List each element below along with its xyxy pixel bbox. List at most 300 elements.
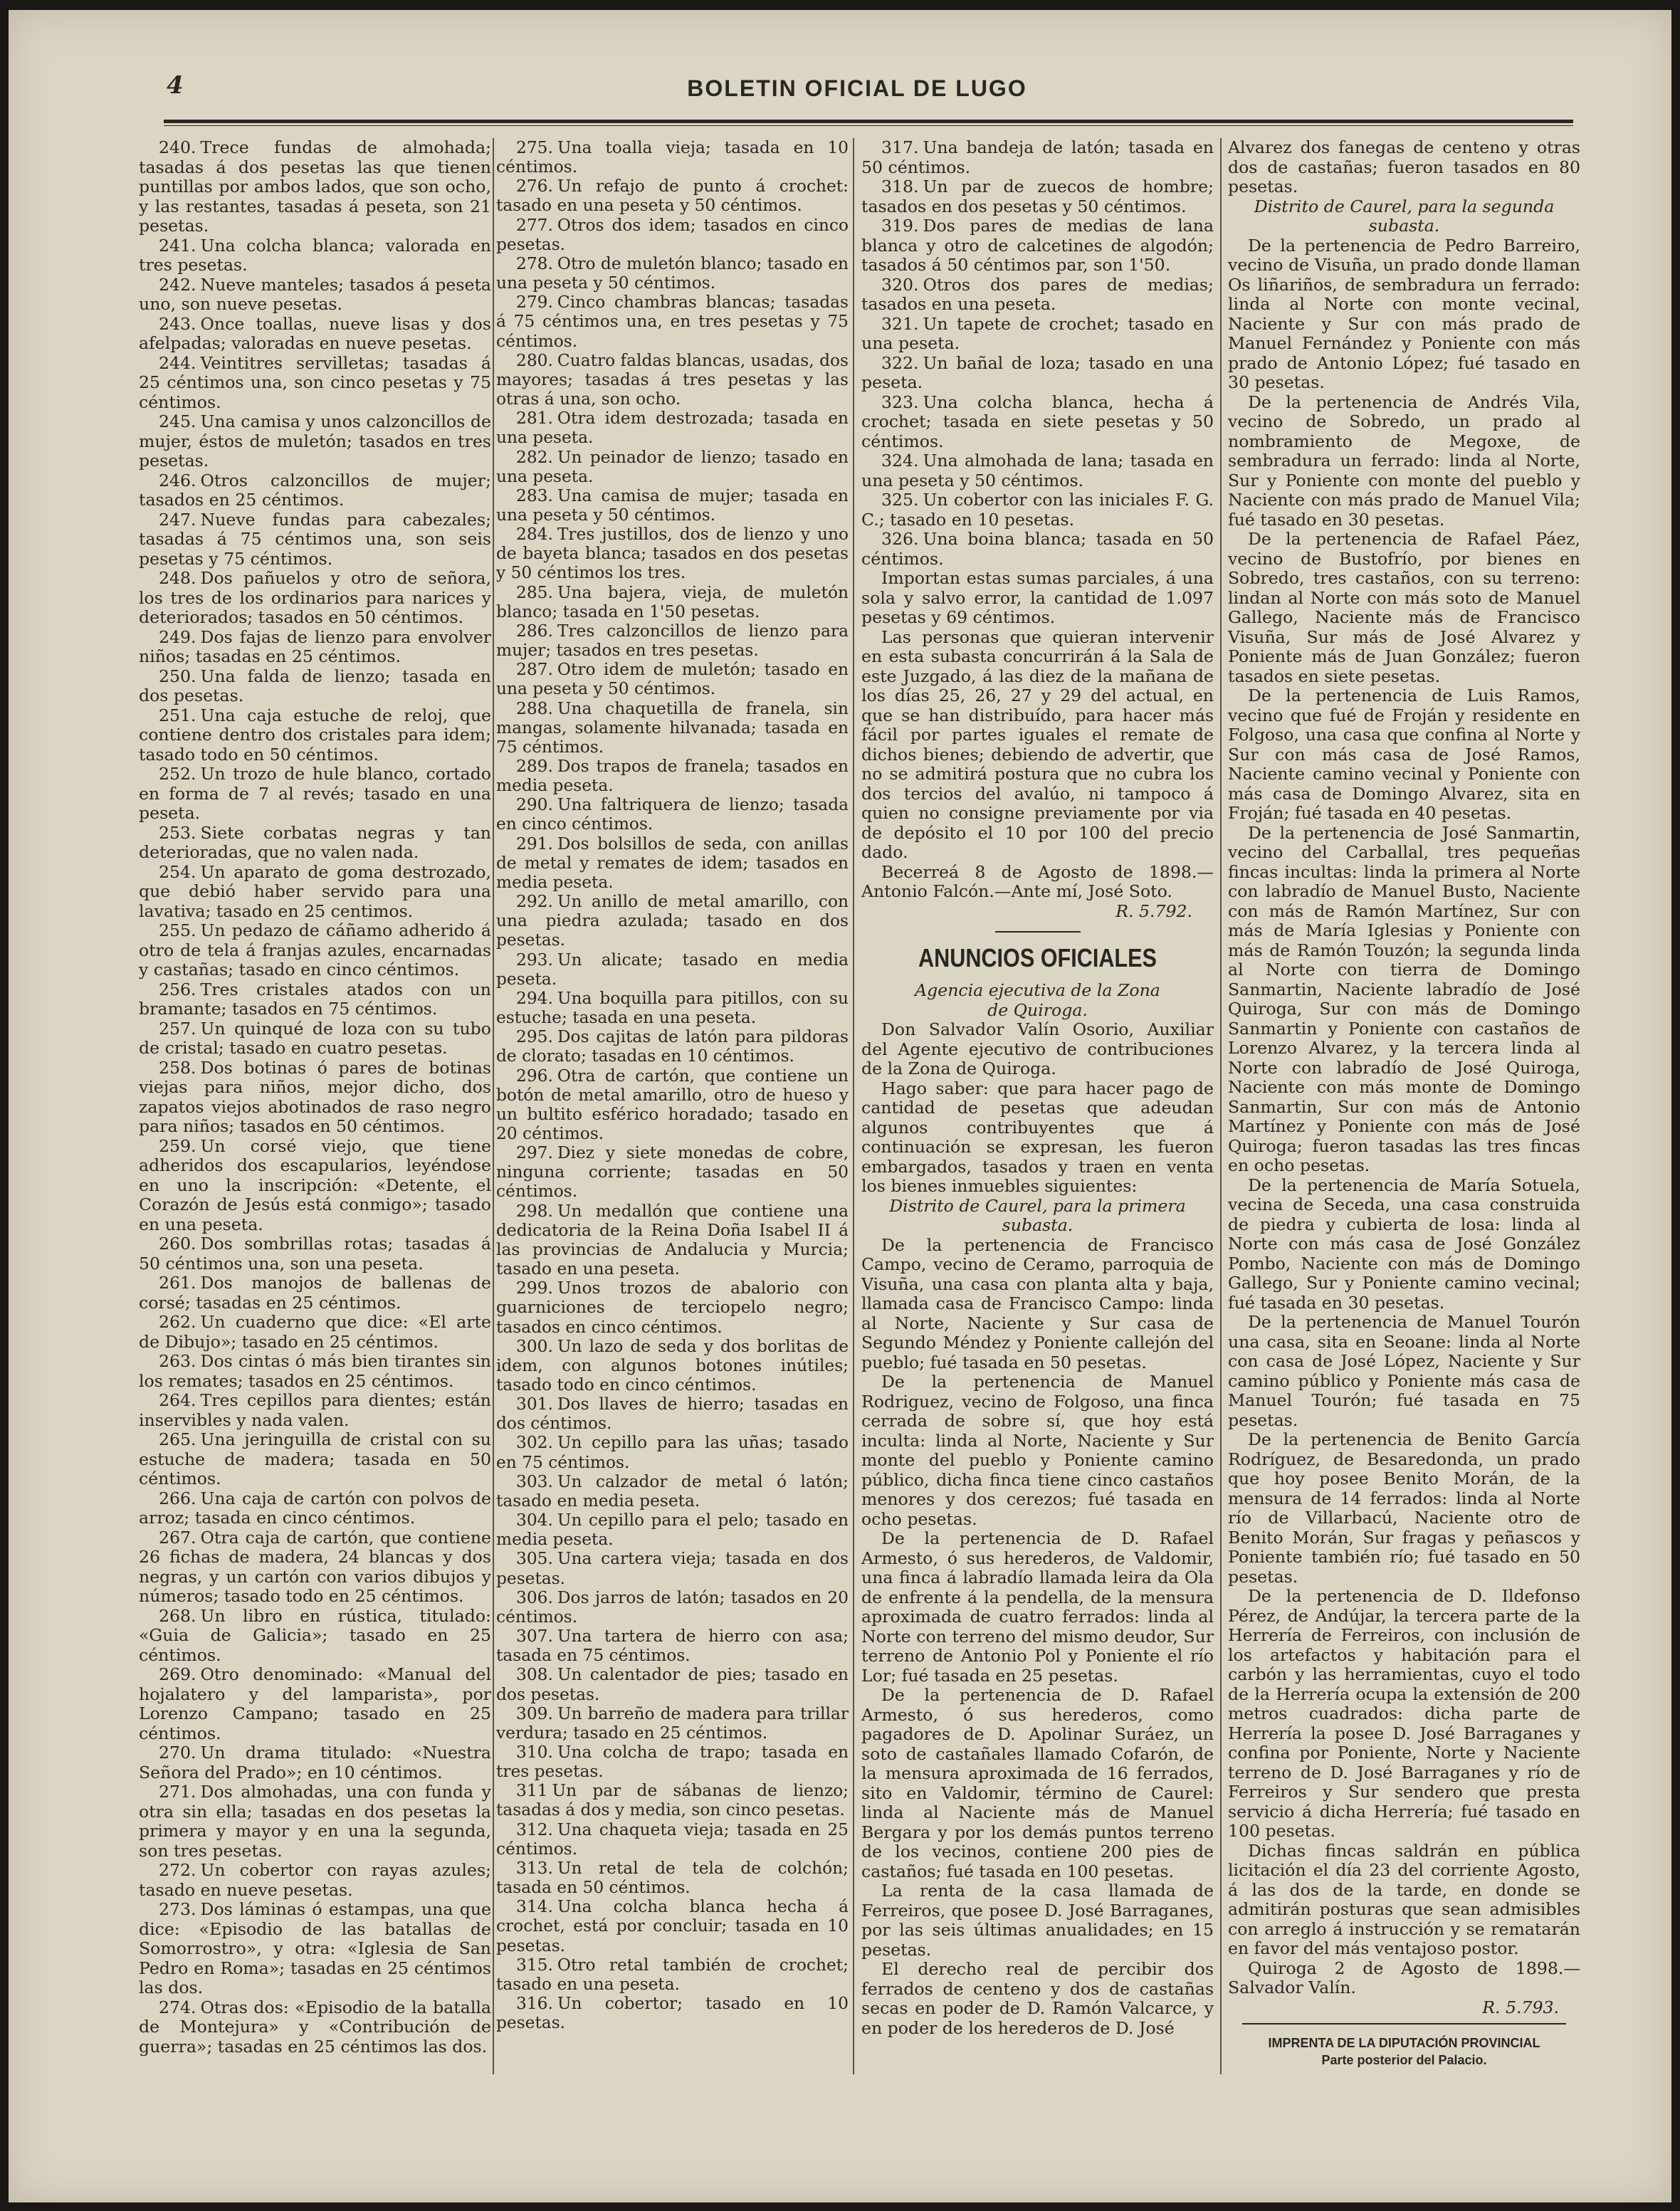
item-number: 313. [516, 1858, 553, 1878]
item-number: 265. [159, 1429, 196, 1449]
item-number: 310. [516, 1742, 553, 1762]
item-number: 308. [516, 1665, 553, 1685]
item-text: Una almohada de lana; tasada en una peseta y 50 céntimos. [861, 451, 1214, 490]
inventory-item [496, 1627, 849, 1665]
item-text: Veintitres servilletas; tasadas á 25 céntimos una, son cinco pesetas y 75 céntimos. [139, 352, 491, 412]
item-text: Otra caja de cartón, que contiene 26 fichas de madera, 24 blancas y dos negras, y un cartón con varios dibujos y números; tasado todo en 25 céntimos. [139, 1527, 491, 1606]
paragraph-campo: De la pertenencia de Francisco Campo, vecino de Ceramo, parroquia de Visuña, una casa con planta alta y baja, llamada casa de Francisco Campo: linda al Norte, Naciente y Sur casa de Segundo Méndez y Poniente callejón del pueblo; fué tasada en 50 pesetas. [861, 1234, 1214, 1372]
inventory-item [496, 1955, 849, 1994]
item-text: Una caja de cartón con polvos de arroz; tasada en cinco céntimos. [139, 1488, 491, 1528]
item-text: Un cobertor con rayas azules; tasado en nueve pesetas. [139, 1860, 491, 1900]
paragraph-dichas: Dichas fincas saldrán en pública licitación el día 23 del corriente Agosto, á las dos de la tarde, en donde se admitirán posturas que sean admisibles con arreglo á instrucción y se rematarán en favor del más ventajoso postor. [1228, 1840, 1580, 1958]
inventory-item [861, 490, 1214, 530]
inventory-item [139, 765, 491, 824]
item-text: Dos cintas ó más bien tirantes sin los remates; tasados en 25 céntimos. [139, 1351, 491, 1391]
inventory-item [139, 569, 491, 628]
item-text: Otra de cartón, que contiene un botón de metal amarillo, otro de hueso y un bultito esférico horadado; tasado en 20 céntimos. [496, 1066, 849, 1143]
item-text: Dos llaves de hierro; tasadas en dos céntimos. [496, 1395, 849, 1434]
paragraph-vila: De la pertenencia de Andrés Vila, vecino de Sobredo, un prado al nombramiento de Megoxe, de sembradura un ferrado: linda al Norte, Sur y Poniente con monte del pueblo y Naciente con más prado de Manuel Vila; fué tasado en 30 pesetas. [1228, 392, 1580, 530]
paragraph-armesto-2: De la pertenencia de D. Rafael Armesto, ó sus herederos, como pagadores de D. Apolinar Suráez, un soto de castañales llamado Cofarón, de la mensura aproximada de 16 ferrados, sito en Valdomir, término de Caurel: linda al Naciente más de Manuel Bergara y por los demás puntos terreno de los vecinos, contiene 200 pies de castaños; fué tasada en 100 pesetas. [861, 1685, 1214, 1881]
item-number: 316. [516, 1994, 553, 2013]
item-number: 297. [516, 1143, 553, 1163]
item-text: Una bandeja de latón; tasada en 50 céntimos. [861, 137, 1214, 177]
item-number: 273. [159, 1899, 196, 1919]
inventory-item [496, 989, 849, 1027]
imprint-line-1: IMPRENTA DE LA DIPUTACIÓN PROVINCIAL [1268, 2036, 1540, 2050]
imprint-line-2: Parte posterior del Palacio. [1321, 2053, 1487, 2067]
inventory-item [139, 471, 491, 510]
header-rule-thin [164, 125, 1573, 126]
item-text: Siete corbatas negras y tan deterioradas, que no valen nada. [139, 822, 491, 862]
reference-number: R. 5.792. [1115, 900, 1192, 921]
item-text: Un quinqué de loza con su tubo de cristal; tasado en cuatro pesetas. [139, 1018, 491, 1058]
item-text: Dos trapos de franela; tasados en media peseta. [496, 757, 849, 796]
item-number: 311 [516, 1781, 548, 1801]
item-number: 282. [516, 447, 553, 467]
item-number: 293. [516, 950, 553, 970]
item-number: 292. [516, 892, 553, 912]
inventory-item [861, 530, 1214, 569]
item-text: Un calentador de pies; tasado en dos pesetas. [496, 1665, 849, 1704]
inventory-item [139, 863, 491, 922]
item-number: 294. [516, 988, 553, 1008]
item-text: Una chaqueta vieja; tasada en 25 céntimos. [496, 1819, 849, 1859]
item-number: 295. [516, 1027, 553, 1047]
item-number: 244. [159, 352, 196, 373]
item-text: Una faltriquera de lienzo; tasada en cinco céntimos. [496, 795, 849, 834]
paragraph-hago: Hago saber: que para hacer pago de cantidad de pesetas que adeudan algunos contribuyentes que á continuación se expresan, les fueron embargados, tasados y traen en venta los bienes inmuebles siguientes: [861, 1078, 1214, 1196]
item-number: 288. [516, 698, 553, 718]
item-number: 249. [159, 626, 196, 647]
item-number: 246. [159, 470, 196, 490]
item-text: Otro retal también de crochet; tasado en una peseta. [496, 1955, 849, 1994]
inventory-item [139, 236, 491, 275]
inventory-item [861, 216, 1214, 275]
item-number: 272. [159, 1860, 196, 1880]
item-number: 257. [159, 1018, 196, 1039]
inventory-item [496, 1472, 849, 1511]
item-text: Diez y siete monedas de cobre, ninguna corriente; tasadas en 50 céntimos. [496, 1143, 849, 1202]
paragraph-alvarez: Alvarez dos fanegas de centeno y otras dos de castañas; fueron tasados en 80 pesetas. [1228, 137, 1580, 196]
column-divider-3 [1220, 138, 1222, 2074]
item-text: Dos fajas de lienzo para envolver niños; tasadas en 25 céntimos. [139, 626, 491, 666]
item-text: Un cuaderno que dice: «El arte de Dibujo»; tasado en 25 céntimos. [139, 1312, 491, 1352]
item-text: Un aparato de goma destrozado, que debió haber servido para una lavativa; tasado en 25 centimos. [139, 861, 491, 921]
paragraph-perez: De la pertenencia de D. Ildefonso Pérez, de Andújar, la tercera parte de la Herrería de Ferreiros, con inclusión de los artefactos y habitación para el carbón y las herramientas, cuyo el todo de la Herrería ocupa la extensión de 200 metros cuadrados: dicha parte de Herrería la posee D. José Barraganes y confina por Poniente, Norte y Naciente terreno de D. José Barraganes y río de Ferreiros y Sur sendero que presta servicio á dicha Herrería; fué tasado en 100 pesetas. [1228, 1586, 1580, 1841]
item-number: 254. [159, 861, 196, 882]
item-number: 307. [516, 1627, 553, 1647]
item-text: Un par de zuecos de hombre; tasados en dos pesetas y 50 céntimos. [861, 177, 1214, 216]
inventory-item [861, 315, 1214, 354]
item-text: Un par de sábanas de lienzo; tasadas á dos y media, son cinco pesetas. [496, 1781, 849, 1820]
inventory-item [496, 1278, 849, 1336]
inventory-item [139, 1861, 491, 1900]
inventory-item [496, 293, 849, 350]
item-number: 290. [516, 795, 553, 815]
item-text: Un corsé viejo, que tiene adheridos dos escapularios, leyéndose en uno la inscripción: «Detente, el Corazón de Jesús está conmigo»; tasado en una peseta. [139, 1135, 491, 1234]
paragraph-quiroga: Quiroga 2 de Agosto de 1898.—Salvador Valín. [1228, 1958, 1580, 1997]
inventory-item [139, 1391, 491, 1430]
item-number: 296. [516, 1066, 553, 1086]
inventory-item [139, 1782, 491, 1861]
item-text: Otros dos pares de medias; tasados en una peseta. [861, 274, 1214, 314]
item-text: Tres calzoncillos de lienzo para mujer; tasados en tres pesetas. [496, 621, 849, 661]
inventory-item [139, 921, 491, 980]
item-number: 253. [159, 822, 196, 843]
item-number: 250. [159, 666, 196, 686]
inventory-item [496, 1820, 849, 1859]
inventory-item [139, 667, 491, 706]
item-number: 325. [881, 490, 919, 510]
inventory-item [139, 1313, 491, 1352]
inventory-item [496, 177, 849, 215]
inventory-item [496, 1337, 849, 1395]
item-number: 255. [159, 920, 196, 940]
item-number: 268. [159, 1605, 196, 1626]
column-3-items [861, 138, 1214, 569]
item-text: Un tapete de crochet; tasado en una peseta. [861, 313, 1214, 353]
district-heading-1-line1: Distrito de Caurel, para la primera [889, 1195, 1186, 1216]
district-heading-2-line2: subasta. [1368, 216, 1440, 236]
item-number: 305. [516, 1549, 553, 1569]
item-text: Un lazo de seda y dos borlitas de idem, con algunos botones inútiles; tasado todo en cinco céntimos. [496, 1336, 849, 1395]
inventory-item [139, 1273, 491, 1313]
item-text: Tres cristales atados con un bramante; tasados en 75 céntimos. [139, 979, 491, 1019]
column-divider-2 [853, 138, 854, 2074]
item-number: 258. [159, 1057, 196, 1078]
item-number: 259. [159, 1135, 196, 1156]
reference-number-2: R. 5.793. [1482, 1997, 1559, 2017]
inventory-item [139, 412, 491, 471]
inventory-item [496, 699, 849, 757]
item-number: 322. [881, 352, 919, 373]
item-number: 278. [516, 253, 553, 273]
inventory-item [139, 1900, 491, 1998]
item-number: 240. [159, 137, 196, 157]
inventory-item [139, 628, 491, 667]
inventory-item [861, 177, 1214, 216]
item-number: 287. [516, 660, 553, 680]
item-text: Un retal de tela de colchón; tasada en 50 céntimos. [496, 1858, 849, 1898]
item-number: 326. [881, 529, 919, 549]
item-number: 263. [159, 1351, 196, 1371]
paragraph-rodriguez: De la pertenencia de Manuel Rodriguez, vecino de Folgoso, una finca cerrada de sobre sí, que hoy está inculta: linda al Norte, Naciente y Sur monte del pueblo y Poniente camino público, dicha finca tiene cinco castaños menores y dos cerezos; fué tasada en ocho pesetas. [861, 1372, 1214, 1529]
item-text: Nueve manteles; tasados á peseta uno, son nueve pesetas. [139, 274, 491, 314]
item-text: Un libro en rústica, titulado: «Guia de Galicia»; tasado en 25 céntimos. [139, 1605, 491, 1665]
inventory-item [496, 1027, 849, 1066]
inventory-item [496, 486, 849, 525]
item-number: 261. [159, 1273, 196, 1293]
item-number: 267. [159, 1527, 196, 1548]
item-number: 262. [159, 1312, 196, 1332]
inventory-item [496, 1066, 849, 1144]
item-text: Un bañal de loza; tasado en una peseta. [861, 352, 1214, 392]
item-text: Dos sombrillas rotas; tasadas á 50 céntimos una, son una peseta. [139, 1234, 491, 1273]
item-text: Una cartera vieja; tasada en dos pesetas. [496, 1549, 849, 1588]
item-text: Otros dos idem; tasados en cinco pesetas. [496, 215, 849, 254]
item-number: 279. [516, 293, 553, 313]
inventory-item [496, 1704, 849, 1743]
paragraph-barreiro: De la pertenencia de Pedro Barreiro, vecino de Visuña, un prado donde llaman Os liñariños, de sembradura un ferrado: linda al Norte con monte vecinal, Naciente y Sur con más prado de Manuel Fernández y Poniente con más prado de Antonio López; fué tasado en 30 pesetas. [1228, 235, 1580, 392]
item-number: 245. [159, 411, 196, 431]
district-heading-1-line2: subasta. [1002, 1215, 1073, 1235]
inventory-item [496, 351, 849, 409]
item-number: 300. [516, 1336, 553, 1356]
item-number: 264. [159, 1390, 196, 1410]
item-text: Dos pares de medias de lana blanca y otro de calcetines de algodón; tasados á 50 céntimos par, son 1'50. [861, 216, 1214, 275]
paragraph-sotuela: De la pertenencia de María Sotuela, vecina de Seceda, una casa construida de piedra y cubierta de losa: linda al Norte con más casa de José González Pombo, Naciente con más de Domingo Gallego, Sur y Poniente camino vecinal; fué tasada en 30 pesetas. [1228, 1175, 1580, 1313]
item-number: 277. [516, 215, 553, 235]
item-text: Un medallón que contiene una dedicatoria de la Reina Doña Isabel II á las provincias de Andalucia y Murcia; tasado en una peseta. [496, 1201, 849, 1279]
item-text: Un cobertor; tasado en 10 pesetas. [496, 1994, 849, 2033]
item-number: 269. [159, 1664, 196, 1684]
inventory-item [496, 757, 849, 795]
item-text: Otros calzoncillos de mujer; tasados en 25 céntimos. [139, 470, 491, 510]
inventory-item [139, 1607, 491, 1666]
column-2 [496, 138, 849, 2032]
imprint-rule [1242, 2023, 1566, 2024]
page-header [131, 68, 1583, 111]
item-text: Un cepillo para el pelo; tasado en media peseta. [496, 1511, 849, 1550]
item-number: 260. [159, 1234, 196, 1254]
inventory-item [496, 1743, 849, 1781]
item-number: 247. [159, 509, 196, 530]
inventory-item [139, 315, 491, 354]
item-text: Dos manojos de ballenas de corsé; tasadas en 25 céntimos. [139, 1273, 491, 1313]
paragraph-derecho: El derecho real de percibir dos ferrados de centeno y dos de castañas secas en poder de D. Ramón Valcarce, y en poder de los herederos de D. José [861, 1959, 1214, 2038]
item-number: 298. [516, 1201, 553, 1221]
item-text: Un pedazo de cáñamo adherido á otro de tela á franjas azules, encarnadas y castañas; tasado en cinco céntimos. [139, 920, 491, 980]
inventory-item [496, 138, 849, 177]
item-text: Una chaquetilla de franela, sin mangas, solamente hilvanada; tasada en 75 céntimos. [496, 698, 849, 757]
item-number: 242. [159, 274, 196, 295]
item-text: Un peinador de lienzo; tasado en una peseta. [496, 447, 849, 486]
inventory-item [496, 1433, 849, 1471]
district-heading-1 [861, 1197, 1214, 1236]
item-text: Un cepillo para las uñas; tasado en 75 céntimos. [496, 1433, 849, 1472]
column-divider-1 [493, 138, 494, 2074]
item-text: Trece fundas de almohada; tasadas á dos pesetas las que tienen puntillas por ambos lados, que son ocho, y las restantes, tasadas á peseta, son 21 pesetas. [139, 137, 491, 236]
paragraph-don: Don Salvador Valín Osorio, Auxiliar del Agente ejecutivo de contribuciones de la Zona de Quiroga. [861, 1019, 1214, 1078]
item-text: Una bajera, vieja, de muletón blanco; tasada en 1'50 pesetas. [496, 582, 849, 621]
paragraph-renta: La renta de la casa llamada de Ferreiros, que posee D. José Barraganes, por las seis últimas anualidades; en 15 pesetas. [861, 1881, 1214, 1960]
item-number: 314. [516, 1897, 553, 1917]
inventory-item [496, 448, 849, 486]
item-number: 312. [516, 1819, 553, 1839]
agency-title-line1: Agencia ejecutiva de la Zona [915, 980, 1160, 1000]
inventory-item [496, 660, 849, 698]
journal-title: BOLETIN OFICIAL DE LUGO [687, 75, 1027, 101]
item-number: 281. [516, 409, 553, 429]
item-number: 324. [881, 451, 919, 471]
inventory-item [496, 1395, 849, 1433]
item-text: Una falda de lienzo; tasada en dos pesetas. [139, 666, 491, 705]
item-text: Un anillo de metal amarillo, con una piedra azulada; tasado en dos pesetas. [496, 892, 849, 950]
item-text: Una tartera de hierro con asa; tasada en 75 céntimos. [496, 1627, 849, 1666]
item-text: Otro denominado: «Manual del hojalatero y del lamparista», por Lorenzo Campano; tasado en 25 céntimos. [139, 1664, 491, 1743]
item-number: 274. [159, 1997, 196, 2017]
item-text: Un alicate; tasado en media peseta. [496, 950, 849, 989]
item-text: Una caja estuche de reloj, que contiene dentro dos cristales para idem; tasado todo en 50 céntimos. [139, 705, 491, 765]
item-text: Una colcha blanca hecha á crochet, está por concluir; tasada en 10 pesetas. [496, 1897, 849, 1955]
inventory-item [139, 510, 491, 569]
item-number: 243. [159, 313, 196, 334]
item-text: Un trozo de hule blanco, cortado en forma de 7 al revés; tasado en una peseta. [139, 764, 491, 823]
inventory-item [139, 1489, 491, 1528]
inventory-item [496, 1781, 849, 1819]
item-number: 251. [159, 705, 196, 725]
item-number: 323. [881, 392, 919, 412]
inventory-item [139, 1352, 491, 1391]
item-number: 302. [516, 1433, 553, 1453]
item-number: 271. [159, 1782, 196, 1802]
item-number: 303. [516, 1471, 553, 1491]
header-rule [164, 120, 1573, 123]
item-text: Una colcha de trapo; tasada en tres pesetas. [496, 1742, 849, 1782]
inventory-item [139, 1059, 491, 1137]
item-number: 320. [881, 274, 919, 295]
item-number: 280. [516, 350, 553, 370]
item-text: Once toallas, nueve lisas y dos afelpadas; valoradas en nueve pesetas. [139, 313, 491, 353]
inventory-item [139, 138, 491, 236]
item-text: Una colcha blanca; valorada en tres pesetas. [139, 235, 491, 275]
item-number: 283. [516, 485, 553, 505]
page-number: 4 [167, 71, 184, 100]
inventory-item [861, 451, 1214, 490]
item-number: 285. [516, 582, 553, 602]
inventory-item [139, 980, 491, 1019]
item-number: 286. [516, 621, 553, 641]
paragraph-armesto-1: De la pertenencia de D. Rafael Armesto, ó sus herederos, de Valdomir, una finca á labradío llamada leira da Ola de enfrente á la pendella, de la mensura aproximada de cuatro ferrados: linda al Norte con terreno del mismo deudor, Sur terreno de Antonio Pol y Poniente el río Lor; fué tasada en 25 pesetas. [861, 1528, 1214, 1686]
paragraph-touron: De la pertenencia de Manuel Tourón una casa, sita en Seoane: linda al Norte con casa de José López, Naciente y Sur camino público y Poniente más casa de Manuel Tourón; fué tasada en 75 pesetas. [1228, 1312, 1580, 1430]
item-text: Una toalla vieja; tasada en 10 céntimos. [496, 138, 849, 177]
item-text: Un cobertor con las iniciales F. G. C.; tasado en 10 pesetas. [861, 490, 1214, 530]
inventory-item [139, 824, 491, 863]
imprint [1228, 2034, 1580, 2069]
item-text: Dos jarros de latón; tasados en 20 céntimos. [496, 1587, 849, 1627]
inventory-item [861, 138, 1214, 177]
item-text: Dos láminas ó estampas, una que dice: «Episodio de las batallas de Somorrostro», y otra: «Iglesia de San Pedro en Roma»; tasadas en 25 céntimos las dos. [139, 1899, 491, 1997]
item-text: Tres justillos, dos de lienzo y uno de bayeta blanca; tasados en dos pesetas y 50 céntimos los tres. [496, 525, 849, 583]
item-number: 315. [516, 1955, 553, 1975]
inventory-item [496, 1202, 849, 1279]
inventory-item [496, 1859, 849, 1897]
inventory-item [496, 950, 849, 989]
item-number: 256. [159, 979, 196, 999]
inventory-item [139, 275, 491, 315]
item-number: 266. [159, 1488, 196, 1508]
item-number: 301. [516, 1395, 553, 1414]
inventory-item [496, 1665, 849, 1703]
item-text: Cuatro faldas blancas, usadas, dos mayores; tasadas á tres pesetas y las otras á una, son ocho. [496, 350, 849, 409]
inventory-item [139, 1137, 491, 1235]
section-title: ANUNCIOS OFICIALES [918, 943, 1157, 972]
item-number: 291. [516, 834, 553, 854]
item-number: 270. [159, 1743, 196, 1763]
district-heading-2 [1228, 197, 1580, 236]
paragraph-fecha: Becerreá 8 de Agosto de 1898.—Antonio Falcón.—Ante mí, José Soto. [861, 861, 1214, 901]
inventory-item [496, 621, 849, 660]
item-number: 275. [516, 138, 553, 157]
item-text: Dos almohadas, una con funda y otra sin ella; tasadas en dos pesetas la primera y mayor y en una la segunda, son tres pesetas. [139, 1782, 491, 1861]
item-text: Una camisa y unos calzoncillos de mujer, éstos de muletón; tasados en tres pesetas. [139, 411, 491, 471]
inventory-item [496, 1588, 849, 1627]
inventory-item [496, 834, 849, 892]
column-1 [139, 138, 491, 2057]
item-text: Un drama titulado: «Nuestra Señora del Prado»; en 10 céntimos. [139, 1743, 491, 1782]
inventory-item [139, 1665, 491, 1743]
inventory-item [496, 1897, 849, 1955]
item-text: Un calzador de metal ó latón; tasado en media peseta. [496, 1471, 849, 1511]
column-4 [1228, 138, 1580, 2069]
inventory-item [496, 1549, 849, 1587]
inventory-item [496, 892, 849, 950]
item-text: Dos pañuelos y otro de señora, los tres de los ordinarios para narices y deteriorados; tasados en 50 céntimos. [139, 568, 491, 627]
item-number: 248. [159, 568, 196, 588]
item-text: Una jeringuilla de cristal con su estuche de madera; tasada en 50 céntimos. [139, 1429, 491, 1488]
item-text: Un barreño de madera para trillar verdura; tasado en 25 céntimos. [496, 1703, 849, 1743]
item-text: Otro de muletón blanco; tasado en una peseta y 50 céntimos. [496, 253, 849, 293]
inventory-item [496, 1143, 849, 1201]
item-text: Una boquilla para pitillos, con su estuche; tasada en una peseta. [496, 988, 849, 1028]
inventory-item [139, 1743, 491, 1782]
paragraph-sanmartin: De la pertenencia de José Sanmartin, vecino del Carballal, tres pequeñas fincas incultas: linda la primera al Norte con labradío de Manuel Busto, Naciente con más de Ramón Martínez, Sur con más de María Iglesias y Poniente con más de Ramón Touzón; la segunda linda al Norte con tierra de Domingo Sanmartin, Naciente labradío de José Quiroga, Sur con más de Domingo Sanmartin y Poniente con castaños de Lorenzo Alvarez, y la tercera linda al Norte con labradío de José Quiroga, Naciente con más monte de Domingo Sanmartin, Sur con más de Antonio Martínez y Poniente con más de José Quiroga; fueron tasadas las tres fincas en ocho pesetas. [1228, 822, 1580, 1175]
agency-title [861, 981, 1214, 1020]
item-number: 304. [516, 1511, 553, 1530]
item-number: 319. [881, 216, 919, 236]
inventory-item [139, 1998, 491, 2057]
inventory-item [861, 393, 1214, 452]
item-number: 317. [881, 137, 919, 157]
paragraph-paez: De la pertenencia de Rafael Páez, vecino de Bustofrío, por bienes en Sobredo, tres castaños, con su terreno: lindan al Norte con más soto de Manuel Gallego, Naciente más de Francisco Visuña, Sur más de José Alvarez y Poniente más de Juan González; fueron tasados en siete pesetas. [1228, 529, 1580, 686]
item-text: Unos trozos de abalorio con guarniciones de terciopelo negro; tasados en cinco céntimos. [496, 1278, 849, 1337]
item-text: Una colcha blanca, hecha á crochet; tasada en siete pesetas y 50 céntimos. [861, 392, 1214, 451]
inventory-item [139, 1234, 491, 1273]
item-number: 276. [516, 177, 553, 196]
item-text: Otra idem destrozada; tasada en una peseta. [496, 409, 849, 448]
paragraph-garcia: De la pertenencia de Benito García Rodríguez, de Besaredonda, un prado que hoy posee Benito Morán, de la mensura de 14 ferrados: linda al Norte río de Villarbacú, Naciente otro de Benito Morán, Sur fragas y peñascos y Poniente también río; fué tasado en 50 pesetas. [1228, 1429, 1580, 1587]
paragraph-importan: Importan estas sumas parciales, á una sola y salvo error, la cantidad de 1.097 pesetas y 69 céntimos. [861, 568, 1214, 627]
section-rule [995, 931, 1081, 933]
inventory-item [496, 254, 849, 293]
inventory-item [496, 1511, 849, 1549]
inventory-item [861, 354, 1214, 393]
paragraph-ramos: De la pertenencia de Luis Ramos, vecino que fué de Froján y residente en Folgoso, una casa que confina al Norte y Sur con más casa de José Ramos, Naciente camino vecinal y Poniente con más casa de Domingo Alvarez, sita en Froján; fué tasada en 40 pesetas. [1228, 686, 1580, 823]
item-text: Dos cajitas de latón para pildoras de clorato; tasadas en 10 céntimos. [496, 1027, 849, 1066]
inventory-item [496, 583, 849, 621]
item-text: Tres cepillos para dientes; están inservibles y nada valen. [139, 1390, 491, 1430]
item-number: 299. [516, 1278, 553, 1298]
item-text: Una boina blanca; tasada en 50 céntimos. [861, 529, 1214, 569]
item-text: Otras dos: «Episodio de la batalla de Montejura» y «Contribución de guerra»; tasadas en 25 céntimos las dos. [139, 1997, 491, 2057]
item-text: Otro idem de muletón; tasado en una peseta y 50 céntimos. [496, 660, 849, 699]
item-text: Dos bolsillos de seda, con anillas de metal y remates de idem; tasados en media peseta. [496, 834, 849, 892]
inventory-item [496, 525, 849, 582]
item-number: 284. [516, 525, 553, 545]
item-text: Una camisa de mujer; tasada en una peseta y 50 céntimos. [496, 485, 849, 525]
column-3 [861, 138, 1214, 2038]
item-text: Dos botinas ó pares de botinas viejas para niños, mejor dicho, dos zapatos viejos abotinados de raso negro para niños; tasados en 50 céntimos. [139, 1057, 491, 1136]
agency-title-line2: de Quiroga. [987, 999, 1088, 1020]
district-heading-2-line1: Distrito de Caurel, para la segunda [1254, 196, 1555, 216]
inventory-item [496, 409, 849, 447]
item-number: 306. [516, 1587, 553, 1607]
inventory-item [139, 1430, 491, 1489]
item-number: 309. [516, 1703, 553, 1723]
item-text: Nueve fundas para cabezales; tasadas á 75 céntimos una, son seis pesetas y 75 céntimos. [139, 509, 491, 569]
inventory-item [139, 706, 491, 765]
inventory-item [496, 795, 849, 834]
